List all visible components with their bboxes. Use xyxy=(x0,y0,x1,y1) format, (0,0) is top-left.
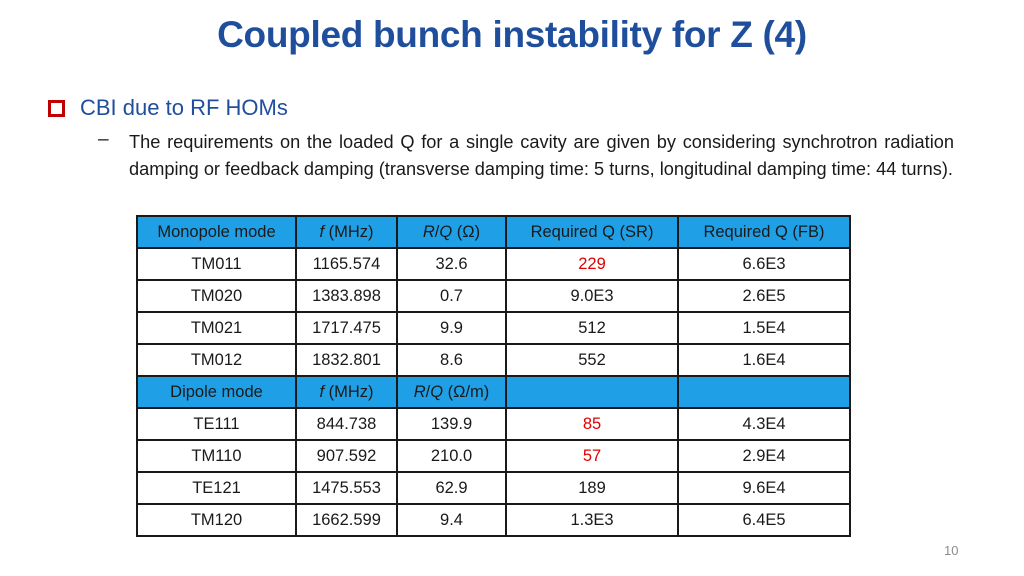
mode-cell: TM120 xyxy=(137,504,296,536)
mode-cell: TM020 xyxy=(137,280,296,312)
freq-cell: 1475.553 xyxy=(296,472,397,504)
q-fb-cell: 1.5E4 xyxy=(678,312,850,344)
freq-cell: 907.592 xyxy=(296,440,397,472)
mode-cell: TE111 xyxy=(137,408,296,440)
header-cell: Required Q (SR) xyxy=(506,216,678,248)
bullet-text: CBI due to RF HOMs xyxy=(80,95,288,120)
q-fb-cell: 9.6E4 xyxy=(678,472,850,504)
header-cell: Required Q (FB) xyxy=(678,216,850,248)
freq-cell: 1383.898 xyxy=(296,280,397,312)
table-row xyxy=(137,408,850,440)
q-sr-cell: 189 xyxy=(506,472,678,504)
table-row xyxy=(137,344,850,376)
rq-cell: 32.6 xyxy=(397,248,506,280)
mode-cell: TM012 xyxy=(137,344,296,376)
freq-cell: 1717.475 xyxy=(296,312,397,344)
freq-cell: 844.738 xyxy=(296,408,397,440)
header-cell: Dipole mode xyxy=(137,376,296,408)
table-row xyxy=(137,504,850,536)
header-cell xyxy=(678,376,850,408)
rq-cell: 62.9 xyxy=(397,472,506,504)
requirements-paragraph: The requirements on the loaded Q for a single cavity are given by considering synchrotron radiation damping or feedback damping (transverse damping time: 5 turns, longitudinal damping time: 44 turns). xyxy=(129,132,954,179)
slide-title: Coupled bunch instability for Z (4) xyxy=(217,14,807,55)
table-row xyxy=(137,472,850,504)
header-cell xyxy=(506,376,678,408)
q-sr-cell: 1.3E3 xyxy=(506,504,678,536)
monopole-header-row xyxy=(137,216,850,248)
dash-marker: – xyxy=(98,129,109,150)
table-row xyxy=(137,312,850,344)
rq-cell: 8.6 xyxy=(397,344,506,376)
q-fb-cell: 6.4E5 xyxy=(678,504,850,536)
freq-cell: 1832.801 xyxy=(296,344,397,376)
header-cell: R/Q (Ω) xyxy=(397,216,506,248)
mode-cell: TM021 xyxy=(137,312,296,344)
freq-cell: 1165.574 xyxy=(296,248,397,280)
bullet-item xyxy=(48,95,288,121)
rq-cell: 0.7 xyxy=(397,280,506,312)
rq-cell: 210.0 xyxy=(397,440,506,472)
header-cell: R/Q (Ω/m) xyxy=(397,376,506,408)
q-sr-cell: 85 xyxy=(506,408,678,440)
square-bullet-icon xyxy=(48,100,65,117)
header-cell: Monopole mode xyxy=(137,216,296,248)
q-sr-cell: 552 xyxy=(506,344,678,376)
q-sr-cell: 229 xyxy=(506,248,678,280)
table-row xyxy=(137,440,850,472)
q-fb-cell: 1.6E4 xyxy=(678,344,850,376)
q-sr-cell: 512 xyxy=(506,312,678,344)
q-fb-cell: 6.6E3 xyxy=(678,248,850,280)
rq-cell: 9.4 xyxy=(397,504,506,536)
header-cell: f (MHz) xyxy=(296,216,397,248)
rq-cell: 139.9 xyxy=(397,408,506,440)
q-sr-cell: 9.0E3 xyxy=(506,280,678,312)
q-fb-cell: 2.6E5 xyxy=(678,280,850,312)
q-sr-cell: 57 xyxy=(506,440,678,472)
freq-cell: 1662.599 xyxy=(296,504,397,536)
mode-cell: TE121 xyxy=(137,472,296,504)
q-fb-cell: 4.3E4 xyxy=(678,408,850,440)
table-row xyxy=(137,280,850,312)
header-cell: f (MHz) xyxy=(296,376,397,408)
mode-cell: TM110 xyxy=(137,440,296,472)
hom-table xyxy=(136,215,851,537)
table-row xyxy=(137,248,850,280)
mode-cell: TM011 xyxy=(137,248,296,280)
q-fb-cell: 2.9E4 xyxy=(678,440,850,472)
page-number: 10 xyxy=(944,543,959,558)
rq-cell: 9.9 xyxy=(397,312,506,344)
dipole-header-row xyxy=(137,376,850,408)
